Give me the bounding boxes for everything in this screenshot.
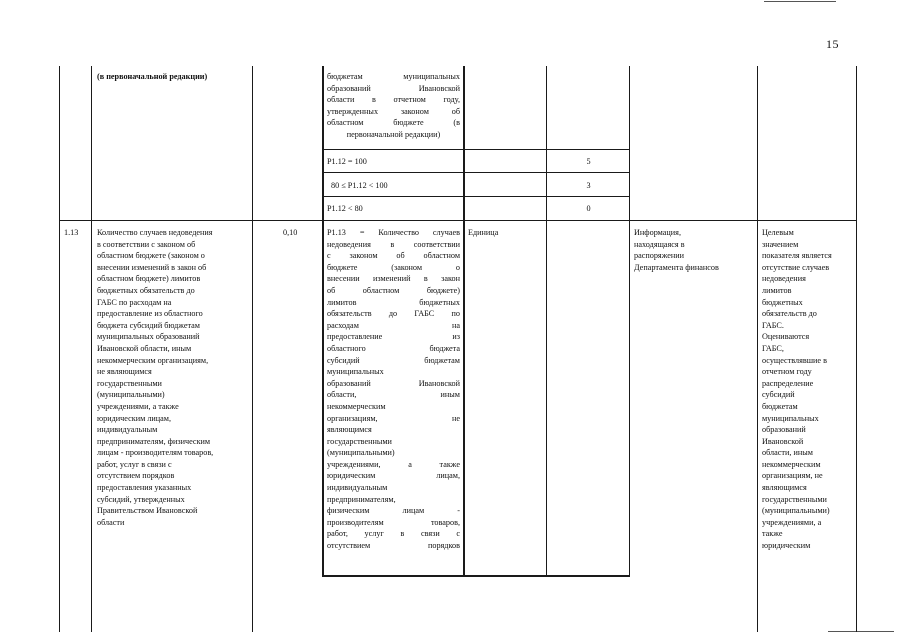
indicator-comment-line: являющимся — [762, 483, 807, 493]
indicator-formula-line: (муниципальными) — [327, 448, 395, 458]
indicator-source-line: Информация, — [634, 228, 681, 237]
indicator-name-line: предпринимателям, физическим — [97, 436, 211, 446]
indicator-formula-line: производителям товаров, — [327, 517, 460, 527]
indicator-name-line: Правительством Ивановской — [97, 506, 198, 516]
indicator-comment-line: Оцениваются — [762, 332, 810, 342]
indicator-formula-line: области, иным — [327, 390, 460, 400]
indicator-formula-line: некоммерческим — [327, 401, 386, 411]
indicator-name-line: областном бюджете) лимитов — [97, 274, 201, 284]
indicator-name-line: Количество случаев недоведения — [97, 228, 213, 237]
indicator-formula-cell — [327, 227, 460, 573]
formula-cell-bottom — [322, 575, 630, 577]
indicator-name-line: бюджета субсидий бюджетам — [97, 320, 200, 330]
indicator-comment-line: организациям, не — [762, 471, 823, 481]
indicator-formula-line: государственными — [327, 436, 392, 446]
indicator-comment-line: отчетном году — [762, 367, 812, 377]
indicator-formula-line: организациям, не — [327, 413, 460, 423]
col-divider-formula-left — [322, 66, 324, 576]
indicator-formula-line: учреждениями, а также — [327, 459, 460, 469]
col-divider-comment — [757, 66, 758, 632]
indicator-comment-line: ГАБС, — [762, 343, 784, 353]
indicator-formula-line: образований Ивановской — [327, 378, 460, 388]
indicator-name-cell — [97, 227, 252, 528]
page-number: 15 — [826, 37, 839, 51]
col-divider-score-left — [546, 66, 547, 576]
indicator-comment-line: ГАБС. — [762, 320, 784, 330]
indicator-comment-line: Ивановской — [762, 436, 804, 446]
indicator-name-line: Ивановской области, иным — [97, 343, 192, 353]
indicator-name-line: индивидуальным — [97, 425, 158, 435]
indicator-comment-line: (муниципальными) — [762, 506, 830, 516]
indicator-comment-line: субсидий — [762, 390, 795, 400]
score-row-line-2 — [322, 172, 629, 173]
formula-continuation-line: бюджетам муниципальных — [327, 72, 460, 81]
col-divider-formula-right — [463, 66, 465, 576]
indicator-comment-line: муниципальных — [762, 413, 819, 423]
indicator-formula-line: отсутствием порядков — [327, 541, 460, 551]
indicator-formula-line: являющимся — [327, 425, 372, 435]
indicator-formula-line: юридическим лицам, — [327, 471, 460, 481]
formula-continuation-line: образований Ивановской — [327, 83, 460, 93]
indicator-formula-line: бюджете (законом о — [327, 262, 460, 272]
indicator-weight: 0,10 — [283, 228, 298, 237]
indicator-name-line: субсидий, утвержденных — [97, 494, 185, 504]
indicator-formula-line: внесении изменений в закон — [327, 274, 460, 284]
indicator-comment-line: значением — [762, 239, 799, 249]
indicator-formula-line: предпринимателям, — [327, 494, 396, 504]
indicator-unit: Единица — [468, 228, 499, 237]
indicator-name-line: бюджетных обязательств до — [97, 285, 195, 295]
indicator-name-line: не являющимся — [97, 367, 152, 377]
indicator-formula-line: с законом об областном — [327, 251, 460, 261]
indicator-comment-line: бюджетам — [762, 401, 798, 411]
score-row-line-1 — [322, 149, 629, 150]
indicator-formula-line: областного бюджета — [327, 343, 460, 353]
col-divider-name — [91, 66, 92, 632]
row-divider-1-13 — [59, 220, 857, 221]
indicator-formula-line: индивидуальным — [327, 483, 388, 493]
indicator-comment-line: распределение — [762, 378, 814, 388]
indicator-comment-line: показателя является — [762, 251, 832, 261]
indicator-name-line: предоставления указанных — [97, 483, 192, 493]
indicator-comment-cell — [762, 227, 856, 573]
indicator-formula-line: расходам на — [327, 320, 460, 330]
indicator-name-line: юридическим лицам, — [97, 413, 172, 423]
indicator-formula-line: субсидий бюджетам — [327, 355, 460, 365]
indicator-formula-line: лимитов бюджетных — [327, 297, 460, 307]
indicator-name-line: государственными — [97, 378, 162, 388]
indicator-name-line: в соответствии с законом об — [97, 239, 196, 249]
indicator-name-line: учреждениями, а также — [97, 401, 179, 411]
indicator-comment-line: области, иным — [762, 448, 813, 458]
indicator-comment-line: осуществлявшие в — [762, 355, 827, 365]
indicator-name-line: ГАБС по расходам на — [97, 297, 172, 307]
table-border-left — [59, 66, 60, 632]
indicator-formula-line: обязательств до ГАБС по — [327, 309, 460, 319]
col-divider-weight — [252, 66, 253, 632]
indicator-name-line: (муниципальными) — [97, 390, 165, 400]
score-row-line-3 — [322, 196, 629, 197]
indicator-name-line: областном бюджете (законом о — [97, 251, 205, 261]
indicator-formula-line: P1.13 = Количество случаев — [327, 228, 460, 237]
score-condition-2: 80 ≤ P1.12 < 100 — [331, 181, 388, 190]
formula-continuation-line: первоначальной редакции) — [346, 129, 441, 139]
score-value-1: 5 — [586, 157, 591, 166]
col-divider-score-right — [629, 66, 630, 576]
indicator-name-line: лицам - производителям товаров, — [97, 448, 214, 458]
indicator-comment-line: также — [762, 529, 783, 539]
table-border-right — [856, 66, 857, 632]
formula-continuation-line: областном бюджете (в — [327, 118, 460, 128]
indicator-comment-line: обязательств до — [762, 309, 817, 319]
score-value-3: 0 — [586, 204, 591, 213]
indicator-comment-line: образований — [762, 425, 806, 435]
score-condition-1: P1.12 = 100 — [327, 157, 367, 166]
indicator-name-line: работ, услуг в связи с — [97, 459, 172, 469]
indicator-source-line: Департамента финансов — [634, 262, 719, 272]
indicator-formula-line: об областном бюджете) — [327, 285, 460, 295]
indicator-formula-line: физическим лицам - — [327, 506, 460, 516]
indicator-name-line: муниципальных образований — [97, 332, 200, 342]
indicator-comment-line: недоведения — [762, 274, 806, 284]
score-condition-3: P1.12 < 80 — [327, 204, 363, 213]
indicator-formula-line: недоведения в соответствии — [327, 239, 460, 249]
indicator-comment-line: учреждениями, а — [762, 517, 822, 527]
indicator-formula-line: работ, услуг в связи с — [327, 529, 460, 539]
formula-continuation-cell — [327, 71, 460, 141]
indicator-comment-line: Целевым — [762, 228, 794, 237]
formula-continuation-line: утвержденных законом об — [327, 106, 460, 116]
indicator-name-line: внесении изменений в закон об — [97, 262, 207, 272]
indicator-number: 1.13 — [64, 228, 79, 237]
scan-mark-bottom — [828, 631, 894, 632]
indicator-source-cell — [634, 227, 756, 273]
indicator-formula-line: предоставление из — [327, 332, 460, 342]
indicator-name-line: области — [97, 517, 125, 527]
name-continuation-text: (в первоначальной редакции) — [97, 72, 208, 81]
score-value-2: 3 — [586, 181, 591, 190]
indicator-formula-line: муниципальных — [327, 367, 384, 377]
scan-mark-top — [764, 1, 836, 2]
indicator-comment-line: бюджетных — [762, 297, 803, 307]
indicator-comment-line: юридическим — [762, 541, 811, 551]
indicator-name-line: отсутствием порядков — [97, 471, 175, 481]
formula-continuation-line: области в отчетном году, — [327, 95, 460, 105]
indicator-comment-line: некоммерческим — [762, 459, 821, 469]
indicator-comment-line: отсутствие случаев — [762, 262, 830, 272]
indicator-comment-line: государственными — [762, 494, 827, 504]
indicator-name-line: предоставление из областного — [97, 309, 203, 319]
indicator-source-line: находящаяся в — [634, 239, 685, 249]
indicator-source-line: распоряжении — [634, 251, 685, 261]
indicator-name-line: некоммерческим организациям, — [97, 355, 209, 365]
indicator-comment-line: лимитов — [762, 285, 792, 295]
